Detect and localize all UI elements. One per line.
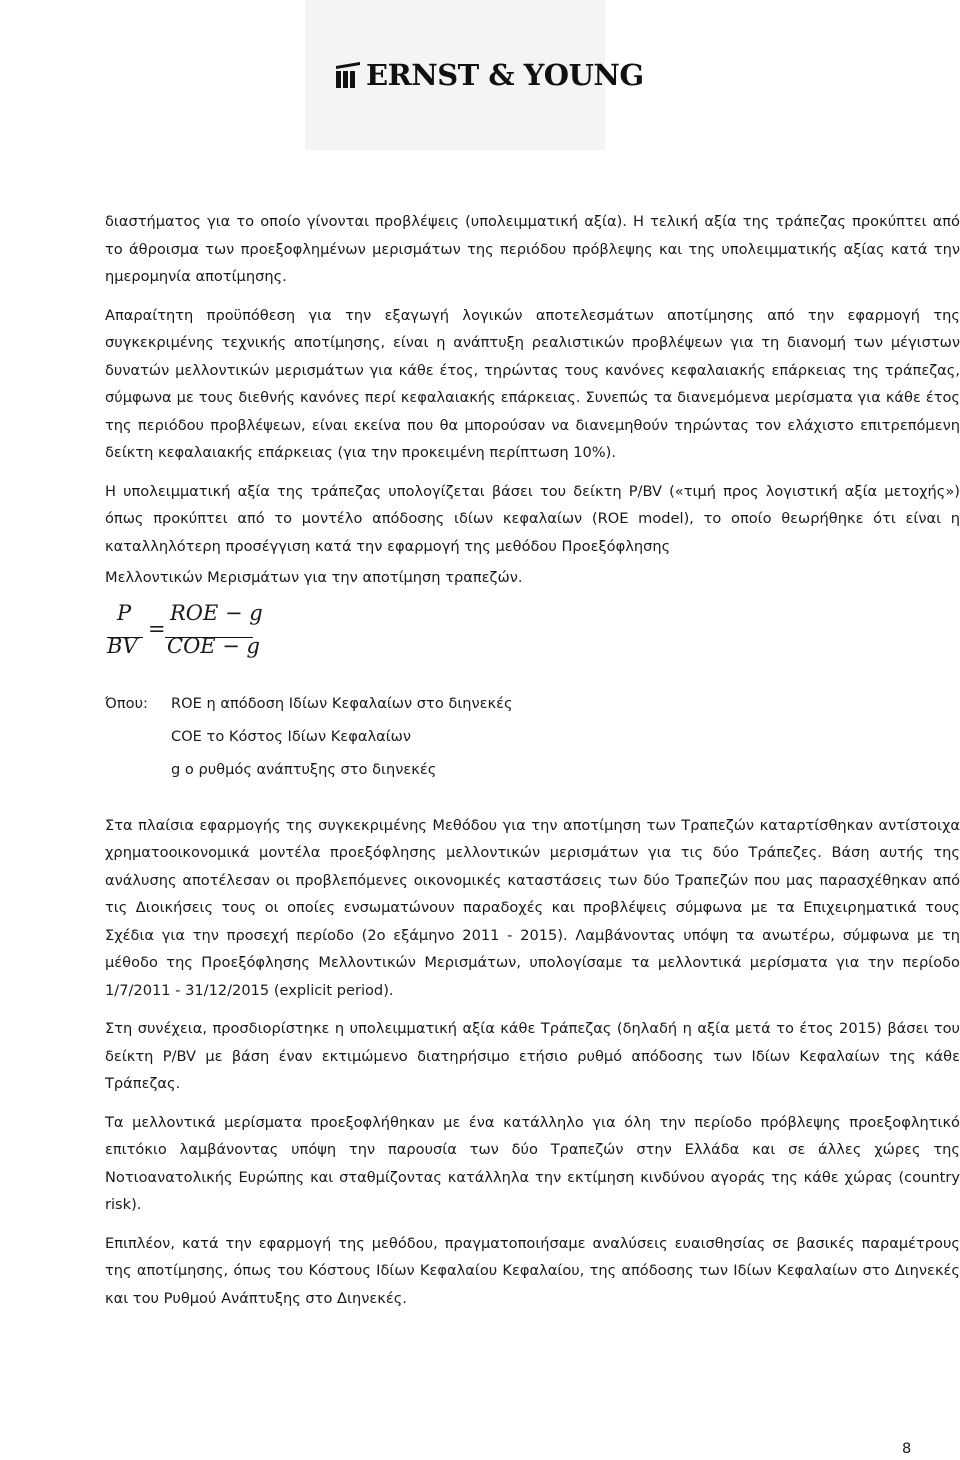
formula-rhs-denominator: COE − g	[167, 633, 261, 658]
definitions-label: Όπου:	[105, 694, 148, 712]
paragraph-7: Τα μελλοντικά μερίσματα προεξοφλήθηκαν με ένα κατάλληλο για όλη την περίοδο πρόβλεψης προεξοφλητικό επιτόκιο λαμβάνοντας υπόψη την παρουσία των δύο Τραπεζών στην Ελλάδα και σε άλλες χώρες της Νοτιοανατολικής Ευρώπης και σταθμίζοντας κατάλληλα την εκτίμηση κινδύνου αγοράς της κάθε χώρας (country risk).	[105, 1113, 960, 1213]
page-number: 8	[902, 1440, 912, 1457]
paragraph-6: Στη συνέχεια, προσδιορίστηκε η υπολειμματική αξία κάθε Τράπεζας (δηλαδή η αξία μετά το έτος 2015) βάσει του δείκτη P/BV με βάση έναν εκτιμώμενο διατηρήσιμο ετήσιο ρυθμό απόδοσης των Ιδίων Κεφαλαίων της κάθε Τράπεζας.	[105, 1020, 960, 1092]
paragraph-1: διαστήματος για το οποίο γίνονται προβλέψεις (υπολειμματική αξία). Η τελική αξία της τράπεζας προκύπτει από το άθροισμα των προεξοφλημένων μερισμάτων της περιόδου πρόβλεψης και της υπολειμματικής αξίας κατά την ημερομηνία αποτίμησης.	[105, 213, 960, 285]
page-body	[105, 208, 960, 1323]
logo-text: ERNST & YOUNG	[366, 58, 644, 92]
formula-definitions	[105, 690, 960, 790]
company-logo	[336, 58, 644, 92]
paragraph-2: Απαραίτητη προϋπόθεση για την εξαγωγή λογικών αποτελεσμάτων αποτίμησης από την εφαρμογή της συγκεκριμένης τεχνικής αποτίμησης, είναι η ανάπτυξη ρεαλιστικών προβλέψεων για τη διανομή των μέγιστων δυνατών μελλοντικών μερισμάτων για κάθε έτος, τηρώντας τους κανόνες κεφαλαιακής επάρκειας της τράπεζας, σύμφωνα με τους διεθνής κανόνες περί κεφαλαιακής επάρκειας. Συνεπώς τα διανεμόμενα μερίσματα για κάθε έτος της περιόδου προβλέψεων, είναι εκείνα που θα μπορούσαν να διανεμηθούν τηρώντας τον ελάχιστο επιτρεπόμενη δείκτη κεφαλαιακής επάρκειας (για την προκειμένη περίπτωση 10%).	[105, 306, 960, 461]
pbv-formula	[105, 600, 960, 682]
paragraph-8: Επιπλέον, κατά την εφαρμογή της μεθόδου, πραγματοποιήσαμε αναλύσεις ευαισθησίας σε βασικές παραμέτρους της αποτίμησης, όπως του Κόστους Ιδίων Κεφαλαίου Κεφαλαίου, της απόδοσης των Ιδίων Κεφαλαίων στο Διηνεκές και του Ρυθμού Ανάπτυξης στο Διηνεκές.	[105, 1234, 960, 1307]
formula-lhs-denominator: BV	[107, 633, 138, 658]
definition-coe: COE το Κόστος Ιδίων Κεφαλαίων	[171, 727, 412, 745]
definition-roe: ROE η απόδοση Ιδίων Κεφαλαίων στο διηνεκές	[171, 694, 513, 712]
formula-rhs-numerator: ROE − g	[170, 600, 263, 625]
paragraph-4: Μελλοντικών Μερισμάτων για την αποτίμηση τραπεζών.	[105, 569, 523, 586]
definition-g: g ο ρυθμός ανάπτυξης στο διηνεκές	[171, 760, 437, 778]
ey-logo-icon	[336, 62, 360, 88]
formula-lhs-numerator: P	[117, 600, 132, 625]
paragraph-5: Στα πλαίσια εφαρμογής της συγκεκριμένης Μεθόδου για την αποτίμηση των Τραπεζών καταρτίσθηκαν αντίστοιχα χρηματοοικονομικά μοντέλα προεξόφλησης μελλοντικών μερισμάτων για τις δύο Τράπεζες. Βάση αυτής της ανάλυσης αποτέλεσαν οι προβλεπόμενες οικονομικές καταστάσεις των δύο Τραπεζών που μας παρασχέθηκαν από τις Διοικήσεις τους οι οποίες ενσωματώνουν παραδοχές και προβλέψεις σύμφωνα με τα Επιχειρηματικά τους Σχέδια για την προσεχή περίοδο (2ο εξάμηνο 2011 - 2015). Λαμβάνοντας υπόψη τα ανωτέρω, σύμφωνα με τη μέθοδο της Προεξόφλησης Μελλοντικών Μερισμάτων, υπολογίσαμε τα μελλοντικά μερίσματα για την περίοδο 1/7/2011 - 31/12/2015 (explicit period).	[105, 816, 960, 999]
paragraph-3: Η υπολειμματική αξία της τράπεζας υπολογίζεται βάσει του δείκτη P/BV («τιμή προς λογιστική αξία μετοχής») όπως προκύπτει από το μοντέλο απόδοσης ιδίων κεφαλαίων (ROE model), το οποίο θεωρήθηκε ότι είναι η καταλληλότερη προσέγγιση κατά την εφαρμογή της μεθόδου Προεξόφλησης	[105, 482, 960, 555]
formula-equals: =	[148, 616, 166, 641]
